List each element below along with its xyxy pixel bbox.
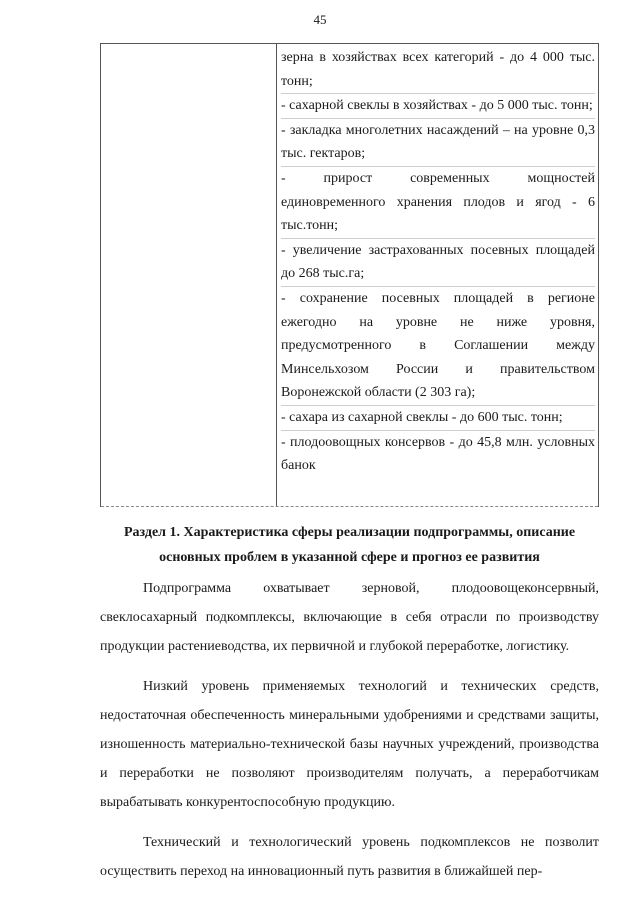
target-item: - закладка многолетних насаждений – на уровне 0,3 тыс. гектаров; — [281, 118, 595, 166]
paragraph: Подпрограмма охватывает зерновой, плодоовощеконсервный, свеклосахарный подкомплексы, включающие в себя отрасли по производству продукции растениеводства, их первичной и глубокой переработке, логистику. — [100, 581, 599, 654]
target-item: - сахара из сахарной свеклы - до 600 тыс. тонн; — [281, 405, 595, 430]
section-heading-line: основных проблем в указанной сфере и прогноз ее развития — [159, 550, 540, 565]
target-item: - сохранение посевных площадей в регионе ежегодно на уровне не ниже уровня, предусмотренного в Соглашении между Минсельхозом России и правительством Воронежской области (2 303 га); — [281, 286, 595, 405]
target-item: - увеличение застрахованных посевных площадей до 268 тыс.га; — [281, 238, 595, 286]
body-text — [100, 574, 599, 886]
target-item: зерна в хозяйствах всех категорий - до 4 000 тыс. тонн; — [281, 50, 595, 89]
targets-table — [100, 43, 599, 507]
section-heading-line: Раздел 1. Характеристика сферы реализации подпрограммы, описание — [123, 525, 576, 540]
target-item: - плодоовощных консервов - до 45,8 млн. условных банок — [281, 430, 595, 478]
paragraph: Технический и технологический уровень подкомплексов не позволит осуществить переход на инновационный путь развития в ближайшей пер- — [100, 835, 599, 879]
page-number: 45 — [313, 12, 327, 27]
table-column-divider — [276, 44, 277, 507]
section-heading — [100, 520, 599, 570]
table-bottom-border — [101, 506, 598, 507]
paragraph: Низкий уровень применяемых технологий и технических средств, недостаточная обеспеченность минеральными удобрениями и средствами защиты, изношенность материально-технической базы научных учреждений, производства и переработки не позволяют производителям получать, а переработчикам вырабатывать конкурентоспособную продукцию. — [100, 679, 599, 810]
target-item: - сахарной свеклы в хозяйствах - до 5 000 тыс. тонн; — [281, 93, 595, 118]
table-right-cell — [281, 46, 595, 478]
target-item: - прирост современных мощностей единовременного хранения плодов и ягод - 6 тыс.тонн; — [281, 166, 595, 238]
